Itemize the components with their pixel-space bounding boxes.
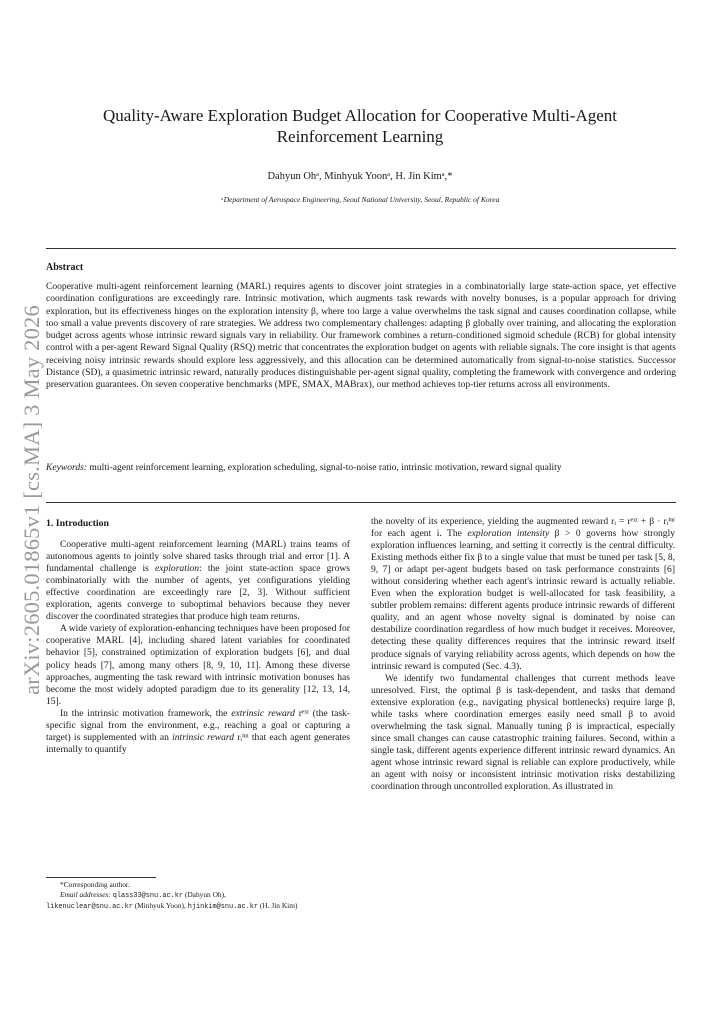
intro-p1-text: Cooperative multi-agent reinforcement learning (MARL) trains teams of autonomous agents to jointly solve shared tasks through trial and error [1]. A fundamental challenge is — [46, 539, 350, 575]
email-name-3: (H. Jin Kim) — [259, 901, 298, 911]
intro-paragraph-3-continued — [371, 516, 675, 673]
intro-p1-emphasis: exploration — [155, 563, 200, 575]
header-rule — [46, 248, 676, 249]
abstract-heading: Abstract — [46, 262, 84, 273]
intro-r1-emphasis: exploration intensity — [467, 528, 550, 540]
email-link-3[interactable]: hjinkim@snu.ac.kr — [187, 903, 258, 912]
intro-p3-text-c: rᵢⁱⁿᵗ that each agent generates internally to quantify — [46, 731, 351, 755]
intro-p1-rest: : the joint state-action space grows combinatorially with the number of agents, yet configurations yielding effective coordination are exceedingly rare [2, 3]. Without sufficient exploration, agents converge to suboptimal behaviors because they never discover the coordinated strategies that produce high team returns. — [46, 563, 350, 623]
footnote-emails — [46, 890, 350, 902]
intro-r1-text-a: the novelty of its experience, yielding the augmented reward rᵢ = rᵉˣᵗ + β · rᵢⁱⁿᵗ for each agent i. The — [371, 516, 675, 540]
left-column — [46, 518, 350, 756]
footnote — [46, 880, 350, 913]
intro-p3-emphasis-1: extrinsic reward — [231, 707, 295, 719]
keywords-text: multi-agent reinforcement learning, exploration scheduling, signal-to-noise ratio, intrinsic motivation, reward signal quality — [89, 462, 562, 473]
intro-r1-text-b: β > 0 governs how strongly exploration influences learning, and setting it correctly is the central difficulty. Existing methods either fix β to a single value that must be tuned per task [5, 8, 9, 7] or adapt per-agent budgets based on task performance constraints [6] without considering whether each agent's intrinsic reward is actually reliable. Even when the exploration budget is well-allocated for task feasibility, a subtler problem remains: different agents produce intrinsic rewards of different quality, and an agent whose novelty signal is dominated by noise can destabilize coordination regardless of how much budget it receives. Moreover, detecting these quality differences requires that the intrinsic reward itself produce signals of varying reliability across agents, which depends on how the intrinsic reward is computed (Sec. 4.3). — [371, 528, 675, 672]
abstract-rule — [46, 502, 676, 503]
intro-paragraph-4: We identify two fundamental challenges that current methods leave unresolved. First, the optimal β is task-dependent, and tasks that demand extensive exploration (e.g., navigating physical bottlenecks) require large β, while tasks where coordination emerges easily need small β to avoid overwhelming the task signal. Manually tuning β is impractical, especially since small changes can cause catastrophic training failures. Second, within a single task, different agents experience different intrinsic reward dynamics. An agent whose intrinsic reward signal is reliable can explore productively, while an agent with noisy or inconsistent intrinsic motivation risks destabilizing coordination through uncontrolled exploration. As illustrated in — [371, 672, 675, 793]
arxiv-side-stamp — [20, 300, 44, 700]
email-link-2[interactable]: likenuclear@snu.ac.kr — [46, 903, 133, 912]
abstract-text: Cooperative multi-agent reinforcement learning (MARL) requires agents to discover joint strategies in a combinatorially large state-action space, yet effective coordination configurations are exceedingly rare. Intrinsic motivation, which augments task rewards with novelty bonuses, is a popular approach for driving exploration, but its effectiveness hinges on the exploration intensity β, where too large a value overwhelms the task signal and causes coordination collapse, while too small a value prevents discovery of rare strategies. We address two complementary challenges: adapting β globally over training, and allocating the exploration budget across agents whose intrinsic reward signals vary in reliability. Our framework combines a return-conditioned sigmoid schedule (RCB) for global intensity control with a per-agent Reward Signal Quality (RSQ) metric that concentrates the exploration budget on agents with reliable signals. The core insight is that agents receiving noisy intrinsic rewards should explore less aggressively, and this allocation can be determined automatically from signal-to-noise statistics. Successor Distance (SD), a quasimetric intrinsic reward, naturally produces distinguishable per-agent signal quality, completing the framework with convergence and ordering preservation guarantees. On seven cooperative benchmarks (MPE, SMAX, MABrax), our method achieves top-tier returns across all environments. — [46, 281, 676, 390]
right-column — [371, 516, 675, 793]
author-affiliation: ᵃDepartment of Aerospace Engineering, Seoul National University, Seoul, Republic of Korea — [220, 195, 500, 204]
footnote-emails-continued — [46, 901, 350, 913]
email-link-1[interactable]: qlass33@snu.ac.kr — [112, 891, 183, 900]
intro-p3-text-a: In the intrinsic motivation framework, the — [60, 707, 228, 719]
email-name-2: (Minhyuk Yoon), — [134, 901, 186, 911]
intro-paragraph-3 — [46, 708, 350, 756]
intro-p3-emphasis-2: intrinsic reward — [172, 731, 235, 743]
keywords-label: Keywords: — [46, 462, 88, 473]
footnote-rule — [46, 877, 156, 878]
intro-paragraph-1 — [46, 539, 350, 623]
section-heading-introduction: 1. Introduction — [46, 518, 109, 529]
email-name-1: (Dahyun Oh), — [184, 889, 226, 899]
author-list: Dahyun Ohᵃ, Minhyuk Yoonᵃ, H. Jin Kimᵃ,* — [267, 171, 453, 182]
arxiv-identifier: arXiv:2605.01865v1 [cs.MA] 3 May 2026 — [19, 305, 44, 695]
footnote-email-label: Email addresses: — [60, 889, 111, 899]
footnote-corresponding: *Corresponding author. — [60, 880, 130, 889]
keywords — [46, 462, 676, 474]
intro-paragraph-2: A wide variety of exploration-enhancing techniques have been proposed for cooperative MARL [4], including shared latent variables for coordinated behavior [5], constrained optimization of exploration budgets [6], and dual policy heads [7], among many others [8, 9, 10, 11]. Among these diverse approaches, augmenting the task reward with intrinsic motivation bonuses has become the most widely adopted paradigm due to its generality [12, 13, 14, 15]. — [46, 623, 350, 707]
paper-title: Quality-Aware Exploration Budget Allocation for Cooperative Multi-Agent Reinforcement Learning — [103, 106, 617, 146]
intro-p3-text-b: rᵉˣᵗ (the task-specific signal from the environment, e.g., reaching a goal or capturing a target) is supplemented with an — [46, 707, 350, 743]
